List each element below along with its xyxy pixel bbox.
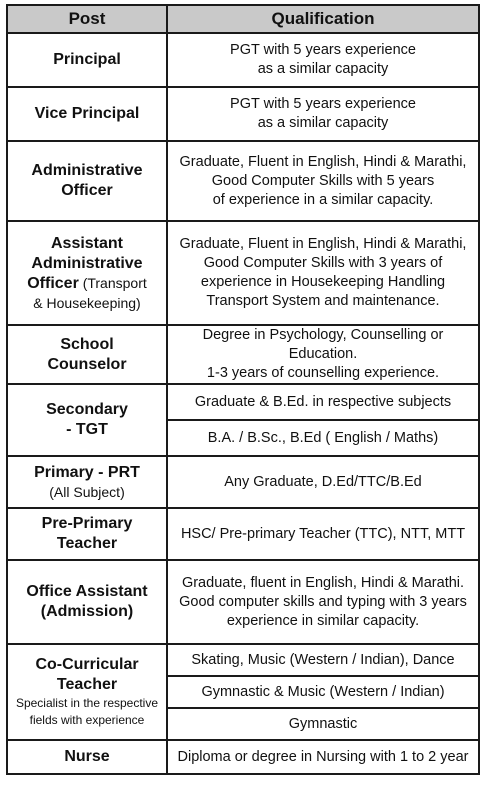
table-row bbox=[7, 384, 479, 420]
qualification-cell: Gymnastic bbox=[167, 708, 479, 740]
qualification-line: Good Computer Skills with 5 years bbox=[211, 172, 435, 189]
table-row bbox=[7, 325, 479, 384]
table-row bbox=[7, 456, 479, 508]
qualification-line: as a similar capacity bbox=[257, 61, 389, 77]
qualification-cell bbox=[167, 325, 479, 384]
post-title-mixed bbox=[12, 274, 162, 294]
post-title: Secondary bbox=[46, 401, 128, 418]
qualification-cell: Graduate & B.Ed. in respective subjects bbox=[167, 384, 479, 420]
qualification-cell bbox=[167, 33, 479, 87]
post-title: Teacher bbox=[56, 535, 118, 552]
qualification-line: Good computer skills and typing with 3 years bbox=[179, 593, 467, 610]
table-row bbox=[7, 87, 479, 141]
post-title: Primary - PRT bbox=[34, 464, 140, 481]
post-note: Specialist in the respective bbox=[15, 696, 159, 710]
post-cell bbox=[7, 141, 167, 221]
post-title: Officer bbox=[27, 275, 79, 292]
qualification-cell: Gymnastic & Music (Western / Indian) bbox=[167, 676, 479, 708]
qualification-column-header: Qualification bbox=[167, 5, 479, 33]
qualification-line: PGT with 5 years experience bbox=[230, 96, 416, 112]
qualification-cell bbox=[167, 221, 479, 325]
table-row bbox=[7, 33, 479, 87]
table-row bbox=[7, 740, 479, 774]
qualification-line: Any Graduate, D.Ed/TTC/B.Ed bbox=[224, 473, 422, 490]
post-subtitle: (All Subject) bbox=[49, 484, 125, 500]
qualification-line: experience in similar capacity. bbox=[226, 612, 420, 629]
qualification-cell bbox=[167, 508, 479, 560]
post-cell bbox=[7, 87, 167, 141]
table-row bbox=[7, 141, 479, 221]
post-note: fields with experience bbox=[29, 713, 145, 727]
post-subtitle: (Transport bbox=[78, 275, 147, 291]
post-title: Assistant bbox=[50, 235, 124, 252]
table-row bbox=[7, 508, 479, 560]
post-cell bbox=[7, 456, 167, 508]
post-title: Teacher bbox=[56, 676, 118, 693]
post-title: Administrative bbox=[31, 255, 143, 272]
post-cell bbox=[7, 384, 167, 456]
post-subtitle: & Housekeeping) bbox=[33, 295, 141, 311]
post-title: Nurse bbox=[64, 748, 110, 765]
post-title: (Admission) bbox=[40, 603, 134, 620]
qualification-line: experience in Housekeeping Handling bbox=[200, 274, 446, 290]
post-cell bbox=[7, 508, 167, 560]
qualification-line: of experience in a similar capacity. bbox=[212, 191, 434, 208]
qualification-cell bbox=[167, 141, 479, 221]
post-title: Officer bbox=[61, 182, 113, 199]
table-row bbox=[7, 221, 479, 325]
post-title: Co-Curricular bbox=[35, 656, 139, 673]
post-title: Office Assistant bbox=[26, 583, 148, 600]
qualification-line: HSC/ Pre-primary Teacher (TTC), NTT, MTT bbox=[180, 525, 466, 542]
header-row bbox=[7, 5, 479, 33]
post-cell bbox=[7, 221, 167, 325]
post-title: Principal bbox=[53, 51, 121, 68]
qualification-line: PGT with 5 years experience bbox=[230, 42, 416, 58]
post-title: Counselor bbox=[47, 355, 127, 373]
qualification-cell bbox=[167, 456, 479, 508]
qualification-line: Degree in Psychology, Counselling or Education. bbox=[202, 327, 444, 362]
qualification-line: Graduate, Fluent in English, Hindi & Marathi, bbox=[179, 153, 467, 170]
table-row bbox=[7, 644, 479, 676]
post-title: Pre-Primary bbox=[41, 515, 133, 532]
qualification-cell: B.A. / B.Sc., B.Ed ( English / Maths) bbox=[167, 420, 479, 456]
post-column-header: Post bbox=[7, 5, 167, 33]
qualification-cell bbox=[167, 560, 479, 644]
post-cell bbox=[7, 644, 167, 740]
post-title: Administrative bbox=[31, 162, 143, 179]
post-cell bbox=[7, 560, 167, 644]
qualification-line: Graduate, fluent in English, Hindi & Marathi. bbox=[181, 574, 465, 591]
table-row bbox=[7, 560, 479, 644]
qualification-cell bbox=[167, 740, 479, 774]
post-title: - TGT bbox=[66, 421, 108, 438]
post-title: Vice Principal bbox=[34, 105, 140, 122]
post-title: School bbox=[60, 335, 114, 353]
qualification-line: Diploma or degree in Nursing with 1 to 2 year bbox=[177, 748, 469, 765]
qualification-cell: Skating, Music (Western / Indian), Dance bbox=[167, 644, 479, 676]
qualification-line: as a similar capacity bbox=[257, 115, 389, 131]
qualification-table-sheet bbox=[6, 4, 478, 796]
qualification-line: Graduate, Fluent in English, Hindi & Marathi, bbox=[179, 236, 467, 252]
qualification-line: Transport System and maintenance. bbox=[206, 293, 440, 309]
post-cell bbox=[7, 325, 167, 384]
post-cell bbox=[7, 740, 167, 774]
qualification-line: 1-3 years of counselling experience. bbox=[206, 365, 440, 381]
post-cell bbox=[7, 33, 167, 87]
qualification-line: Good Computer Skills with 3 years of bbox=[203, 255, 443, 271]
qualification-table bbox=[6, 4, 480, 775]
qualification-cell bbox=[167, 87, 479, 141]
